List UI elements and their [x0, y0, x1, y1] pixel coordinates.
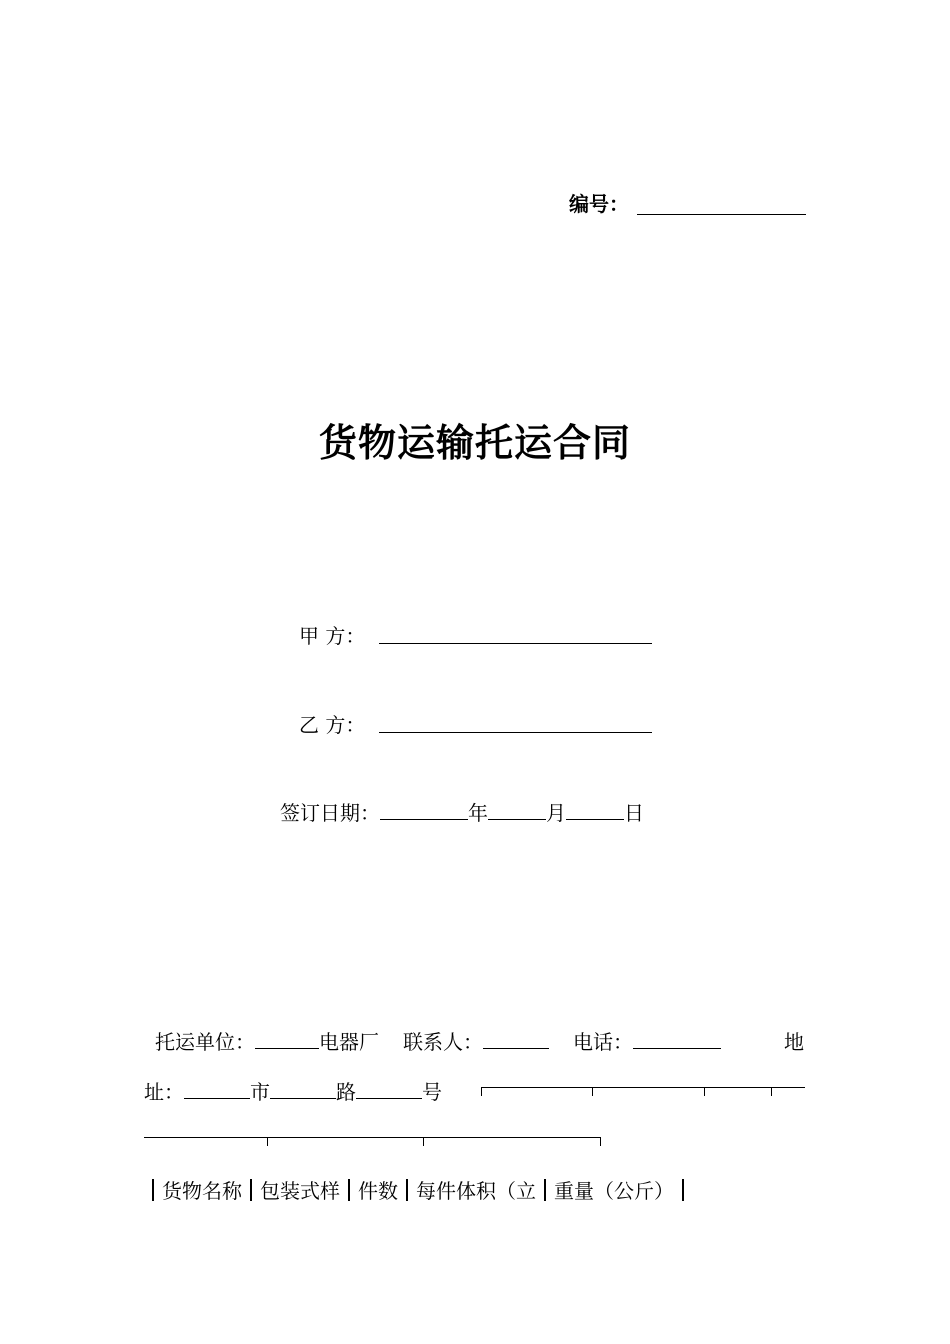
- table-column-tick: [704, 1087, 705, 1096]
- phone-label: 电话：: [573, 1030, 633, 1054]
- year-label: 年: [468, 801, 488, 825]
- table-border: [682, 1179, 684, 1201]
- table-column-tick: [592, 1087, 593, 1096]
- year-blank: [380, 797, 468, 820]
- consignor-blank: [255, 1030, 319, 1049]
- party-b-label: 乙 方：: [299, 713, 366, 737]
- address-blank-1: [184, 1080, 250, 1099]
- day-blank: [566, 797, 624, 820]
- address-blank-3: [356, 1080, 422, 1099]
- day-label: 日: [624, 801, 644, 825]
- document-title: 货物运输托运合同: [318, 421, 631, 465]
- table-top-border: [481, 1087, 805, 1088]
- table-header-cell: 每件体积（立: [416, 1179, 536, 1203]
- contract-number-blank: [637, 214, 806, 215]
- table-border: [152, 1179, 154, 1201]
- table-border: [406, 1179, 408, 1201]
- party-a-label: 甲 方：: [299, 624, 366, 648]
- table-column-tick: [771, 1087, 772, 1096]
- party-b-blank: [379, 732, 652, 733]
- table-header-cell: 重量（公斤）: [554, 1179, 674, 1203]
- table-border: [348, 1179, 350, 1201]
- consignor-line: [155, 1026, 721, 1055]
- address-blank-2: [270, 1080, 336, 1099]
- address-line: [144, 1076, 442, 1105]
- sign-date-line: [280, 797, 644, 826]
- table-header-cell: 包装式样: [260, 1179, 340, 1203]
- number-label: 号: [422, 1080, 442, 1104]
- address-label-first: 地: [784, 1030, 804, 1054]
- table-border: [250, 1179, 252, 1201]
- table-column-tick: [423, 1137, 424, 1146]
- table-header-row: [152, 1175, 692, 1204]
- address-label-second: 址：: [144, 1080, 184, 1104]
- consignor-label: 托运单位：: [155, 1030, 255, 1054]
- table-column-tick: [600, 1137, 601, 1146]
- contract-number-label: 编号：: [569, 192, 629, 216]
- phone-blank: [633, 1030, 721, 1049]
- table-header-cell: 货物名称: [162, 1179, 242, 1203]
- contact-label: 联系人：: [403, 1030, 483, 1054]
- table-header-cell: 件数: [358, 1179, 398, 1203]
- table-corner-tick: [481, 1087, 482, 1096]
- road-label: 路: [336, 1080, 356, 1104]
- contact-blank: [483, 1030, 549, 1049]
- party-a-blank: [379, 643, 652, 644]
- table-border: [544, 1179, 546, 1201]
- table-column-tick: [267, 1137, 268, 1146]
- sign-date-label: 签订日期：: [280, 801, 380, 825]
- month-blank: [488, 797, 546, 820]
- city-label: 市: [250, 1080, 270, 1104]
- factory-suffix: 电器厂: [319, 1030, 379, 1054]
- month-label: 月: [546, 801, 566, 825]
- table-top-border-continued: [144, 1137, 601, 1138]
